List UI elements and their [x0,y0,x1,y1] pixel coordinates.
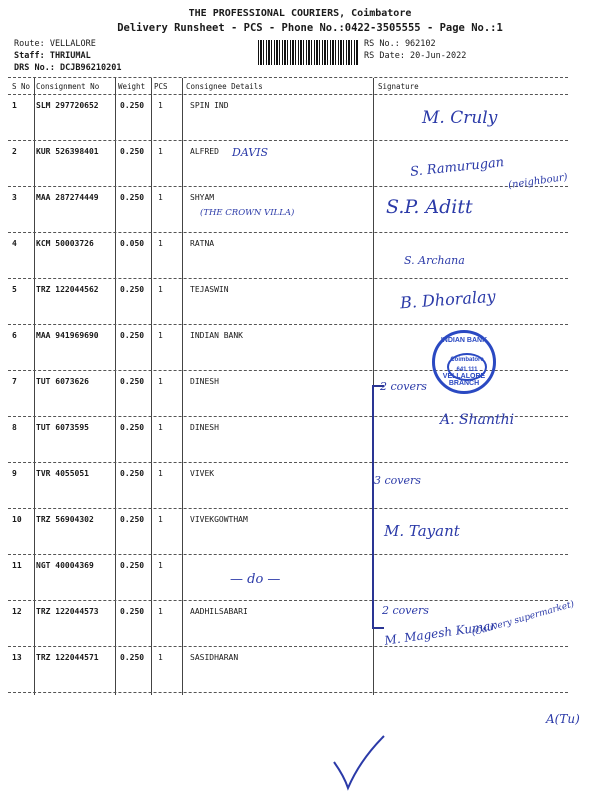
col-header-pcs: PCS [154,82,168,91]
row-pcs: 1 [158,101,163,110]
row-weight: 0.250 [120,285,145,294]
row-consignment-no: KUR 526398401 [36,147,99,156]
barcode [258,40,358,65]
row-pcs: 1 [158,469,163,478]
row-sno: 6 [12,331,17,340]
row-sno: 3 [12,193,17,202]
signature-row-12: M. Magesh Kumar [383,618,497,648]
row-sno: 5 [12,285,17,294]
covers-note-row-12: 2 covers [382,604,429,617]
brace-mark [372,385,384,629]
row-consignment-no: TRZ 122044573 [36,607,99,616]
row-consignee: SPIN IND [190,101,229,110]
table-row [8,647,568,693]
row-consignee: ALFRED [190,147,219,156]
note-row-12: (Cauvery supermarket) [470,599,576,639]
signature-row-5: B. Dhoralay [399,286,497,313]
row-weight: 0.250 [120,101,145,110]
row-pcs: 1 [158,147,163,156]
signature-row-10: M. Tayant [384,522,460,540]
footer-initial: A(Tu) [546,712,580,726]
rs-number: RS No.: 962102 [364,39,436,49]
row-pcs: 1 [158,285,163,294]
staff-label: Staff: THRIUMAL [14,51,91,61]
row-weight: 0.250 [120,561,145,570]
page-title: THE PROFESSIONAL COURIERS, Coimbatore [188,8,412,19]
row-consignee: RATNA [190,239,215,248]
row-consignment-no: TUT 6073595 [36,423,89,432]
row-pcs: 1 [158,653,163,662]
table-row [8,463,568,509]
row-consignment-no: TRZ 122044571 [36,653,99,662]
page-subtitle: Delivery Runsheet - PCS - Phone No.:0422-3505555 - Page No.:1 [117,22,503,34]
row-consignee: AADHILSABARI [190,607,248,616]
note-row-3: (THE CROWN VILLA) [200,208,295,218]
row-consignee: DINESH [190,377,219,386]
row-consignment-no: TUT 6073626 [36,377,89,386]
signature-row-4: S. Archana [404,254,465,267]
row-consignment-no: TVR 4055051 [36,469,89,478]
row-pcs: 1 [158,239,163,248]
covers-note-row-7: 2 covers [380,380,427,393]
row-weight: 0.250 [120,607,145,616]
row-consignment-no: NGT 40004369 [36,561,94,570]
row-weight: 0.250 [120,331,145,340]
note-row-2: (neighbour) [507,171,569,192]
row-sno: 13 [12,653,22,662]
row-weight: 0.250 [120,469,145,478]
row-weight: 0.050 [120,239,145,248]
signature-row-1: M. Cruly [422,108,498,128]
row-sno: 12 [12,607,22,616]
col-header-weight: Weight [118,82,146,91]
row-consignee: VIVEK [190,469,215,478]
bank-stamp: INDIAN BANK Coimbatore 641 111 VELLALORE BRANCH [432,330,496,394]
table-row [8,555,568,601]
row-sno: 9 [12,469,17,478]
row-consignment-no: MAA 287274449 [36,193,99,202]
row-consignment-no: MAA 941969690 [36,331,99,340]
row-weight: 0.250 [120,193,145,202]
row-weight: 0.250 [120,653,145,662]
row-consignment-no: TRZ 56904302 [36,515,94,524]
row-consignee: TEJASWIN [190,285,229,294]
row-sno: 10 [12,515,22,524]
row-sno: 7 [12,377,17,386]
row-consignee: VIVEKGOWTHAM [190,515,248,524]
table-row [8,233,568,279]
row-pcs: 1 [158,561,163,570]
row-weight: 0.250 [120,147,145,156]
row-sno: 2 [12,147,17,156]
row-pcs: 1 [158,607,163,616]
row-pcs: 1 [158,331,163,340]
row-consignment-no: SLM 297720652 [36,101,99,110]
row-weight: 0.250 [120,515,145,524]
row-pcs: 1 [158,515,163,524]
row-consignment-no: KCM 50003726 [36,239,94,248]
drs-label: DRS No.: DCJB96210201 [14,63,122,73]
row-pcs: 1 [158,377,163,386]
col-header-sno: S No [12,82,31,91]
rs-date: RS Date: 20-Jun-2022 [364,51,467,61]
ditto-mark-row-11: — do — [230,572,281,587]
row-sno: 1 [12,101,17,110]
row-consignee: INDIAN BANK [190,331,243,340]
col-header-consignment: Consignment No [36,82,100,91]
row-pcs: 1 [158,193,163,202]
handwritten-name-row-2: DAVIS [232,146,269,159]
signature-row-8: A. Shanthi [440,412,515,428]
row-consignment-no: TRZ 122044562 [36,285,99,294]
signature-row-3: S.P. Aditt [386,196,473,218]
covers-note-row-9: 3 covers [374,474,421,487]
row-consignee: SHYAM [190,193,215,202]
route-label: Route: VELLALORE [14,39,96,49]
row-pcs: 1 [158,423,163,432]
table-row [8,509,568,555]
row-weight: 0.250 [120,377,145,386]
checkmark-icon [330,732,390,792]
row-weight: 0.250 [120,423,145,432]
row-consignee: SASIDHARAN [190,653,239,662]
row-sno: 8 [12,423,17,432]
signature-row-2: S. Ramurugan [409,155,505,180]
row-sno: 11 [12,561,22,570]
row-divider [8,692,568,693]
row-sno: 4 [12,239,17,248]
col-header-consignee: Consignee Details [186,82,263,91]
col-header-signature: Signature [378,82,419,91]
header-rule-top [8,77,568,78]
row-consignee: DINESH [190,423,219,432]
